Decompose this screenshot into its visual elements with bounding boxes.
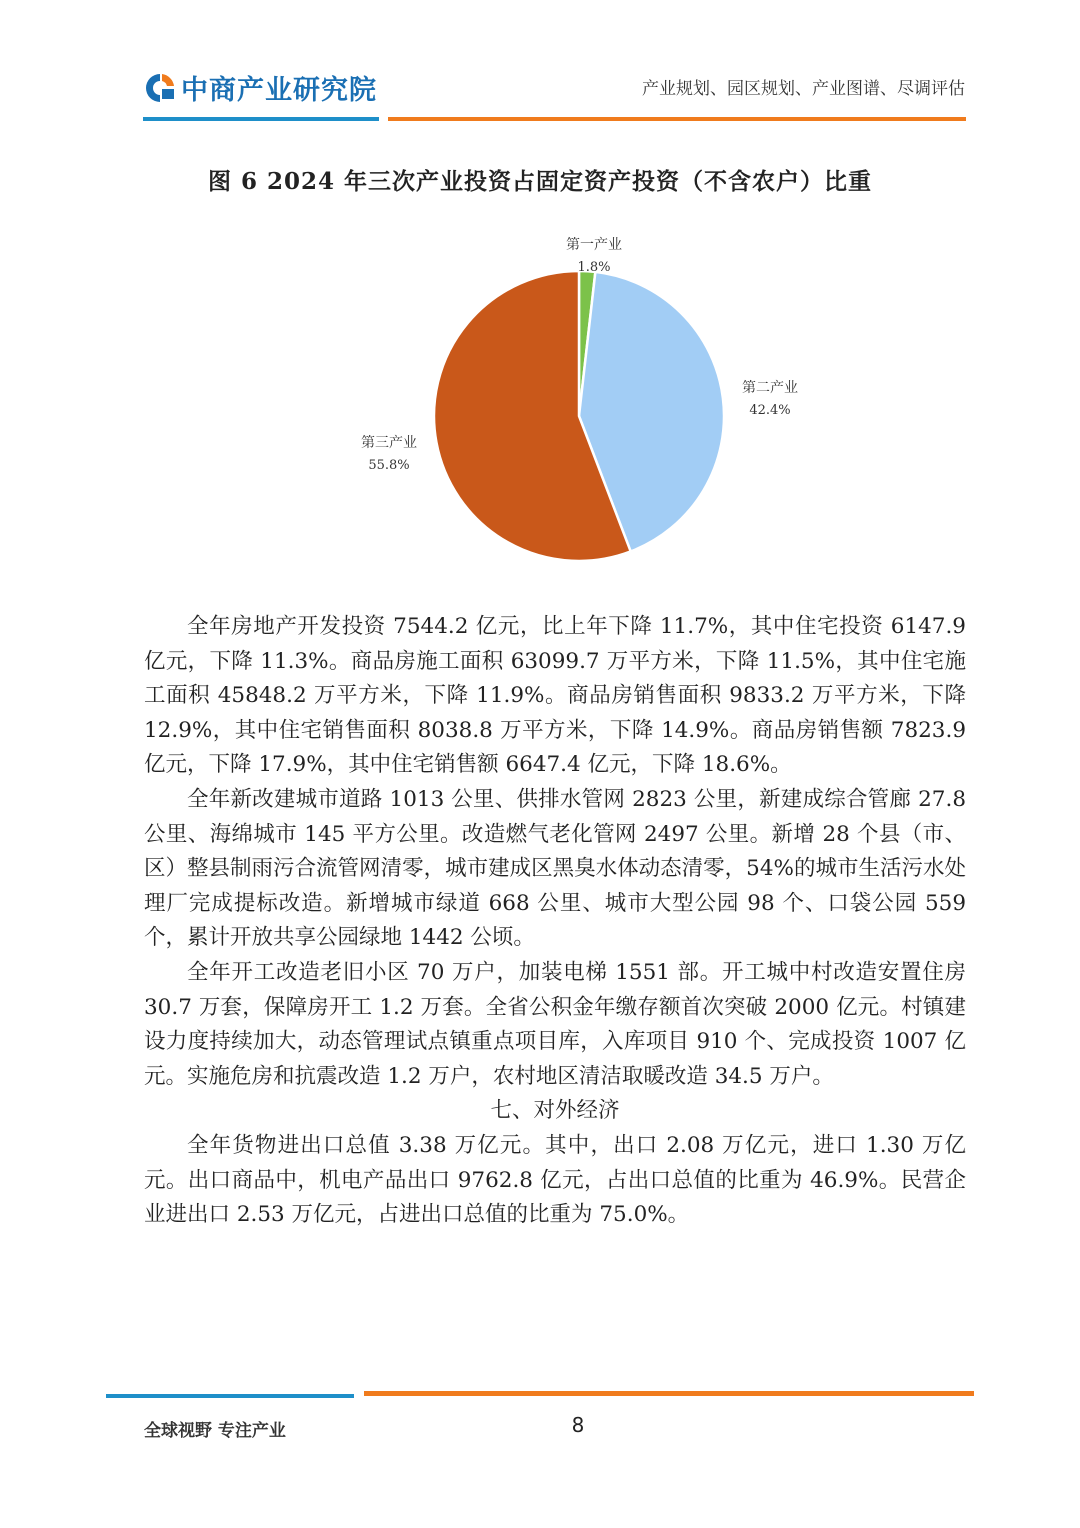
company-logo	[143, 68, 377, 107]
paragraph-housing-renovation: 全年开工改造老旧小区 70 万户，加装电梯 1551 部。开工城中村改造安置住房 30.7 万套，保障房开工 1.2 万套。全省公积金年缴存额首次突破 2000 亿元。村镇建设力度持续加大，动态管理试点镇重点项目库，入库项目 910 个、完成投资 1007 亿元。实施危房和抗震改造 1.2 万户，农村地区清洁取暖改造 34.5 万户。	[144, 959, 966, 1089]
header-divider-orange	[388, 117, 966, 121]
section-heading: 七、对外经济	[490, 1098, 620, 1124]
pie-value-label-1: 1.8%	[577, 260, 611, 275]
page-number: 8	[571, 1413, 585, 1437]
figure-title: 图 6 2024 年三次产业投资占固定资产投资（不含农户）比重	[207, 168, 873, 195]
pie-value-label-3: 55.8%	[368, 458, 410, 473]
footer-slogan: 全球视野 专注产业	[144, 1421, 286, 1441]
footer-divider-blue	[106, 1394, 354, 1398]
paragraph-foreign-trade: 全年货物进出口总值 3.38 万亿元。其中，出口 2.08 万亿元，进口 1.30 万亿元。出口商品中，机电产品出口 9762.8 亿元，占出口总值的比重为 46.9%。民营企业进出口 2.53 万亿元，占进出口总值的比重为 75.0%。	[144, 1132, 966, 1228]
logo-text: 中商产业研究院	[181, 75, 377, 106]
page-header	[0, 0, 1080, 130]
pie-label-2: 第二产业	[742, 380, 798, 396]
logo-c-icon	[143, 71, 177, 105]
header-tagline: 产业规划、园区规划、产业图谱、尽调评估	[642, 79, 965, 99]
header-divider-blue	[143, 117, 379, 121]
paragraph-urban-infrastructure: 全年新改建城市道路 1013 公里、供排水管网 2823 公里，新建成综合管廊 27.8 公里、海绵城市 145 平方公里。改造燃气老化管网 2497 公里。新增 28 个县（市、区）整县制雨污合流管网清零，城市建成区黑臭水体动态清零，54%的城市生活污水处理厂完成提标改造。新增城市绿道 668 公里、城市大型公园 98 个、口袋公园 559 个，累计开放共享公园绿地 1442 公顷。	[144, 786, 966, 951]
footer-divider-orange	[364, 1391, 974, 1396]
pie-label-1: 第一产业	[566, 237, 622, 253]
pie-label-3: 第三产业	[361, 435, 417, 451]
body-text	[144, 610, 966, 1233]
paragraph-real-estate: 全年房地产开发投资 7544.2 亿元，比上年下降 11.7%，其中住宅投资 6147.9 亿元，下降 11.3%。商品房施工面积 63099.7 万平方米，下降 11.5%，其中住宅施工面积 45848.2 万平方米，下降 11.9%。商品房销售面积 9833.2 万平方米，下降 12.9%，其中住宅销售面积 8038.8 万平方米，下降 14.9%。商品房销售额 7823.9 亿元，下降 17.9%，其中住宅销售额 6647.4 亿元，下降 18.6%。	[144, 614, 966, 778]
pie-chart	[340, 225, 840, 575]
pie-value-label-2: 42.4%	[749, 403, 791, 418]
